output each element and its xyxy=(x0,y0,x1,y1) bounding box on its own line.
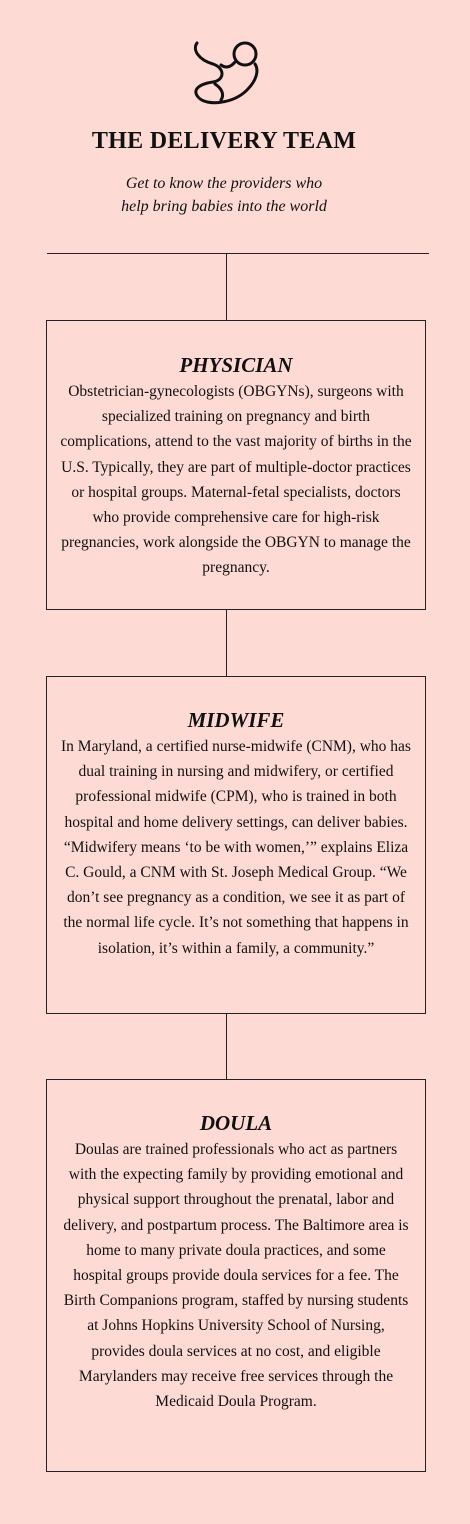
page-subtitle xyxy=(0,172,448,218)
connector-line xyxy=(226,1014,227,1079)
physician-heading: PHYSICIAN xyxy=(179,353,293,377)
divider-line xyxy=(47,253,429,254)
physician-body: Obstetrician-gynecologists (OBGYNs), surgeons with specialized training on pregnancy and birth complications, attend to the vast majority of births in the U.S. Typically, they are part of multiple-doctor practices or hospital groups. Maternal-fetal specialists, doctors who provide comprehensive care for high-risk pregnancies, work alongside the OBGYN to manage the pregnancy. xyxy=(60,383,412,577)
subtitle-line-2: help bring babies into the world xyxy=(121,198,327,215)
physician-card xyxy=(46,320,426,610)
doula-body: Doulas are trained professionals who act as partners with the expecting family by providing emotional and physical support throughout the prenatal, labor and delivery, and postpartum process. The Baltimore area is home to many private doula practices, and some hospital groups provide doula services for a fee. The Birth Companions program, staffed by nursing students at Johns Hopkins University School of Nursing, provides doula services at no cost, and eligible Marylanders may receive free services through the Medicaid Doula Program. xyxy=(63,1141,409,1411)
page-title: THE DELIVERY TEAM xyxy=(91,128,357,154)
doula-card xyxy=(46,1079,426,1472)
baby-fetus-icon xyxy=(185,38,270,108)
midwife-body: In Maryland, a certified nurse-midwife (CNM), who has dual training in nursing and midwifery, or certified professional midwife (CPM), who is trained in both hospital and home delivery settings, can deliver babies. “Midwifery means ‘to be with women,’” explains Eliza C. Gould, a CNM with St. Joseph Medical Group. “We don’t see pregnancy as a condition, we see it as part of the normal life cycle. It’s not something that happens in isolation, it’s within a family, a community.” xyxy=(61,738,411,957)
doula-heading: DOULA xyxy=(199,1111,273,1135)
subtitle-line-1: Get to know the providers who xyxy=(125,175,323,192)
connector-line xyxy=(226,610,227,676)
connector-line xyxy=(226,254,227,320)
midwife-card xyxy=(46,676,426,1014)
midwife-heading: MIDWIFE xyxy=(187,708,285,732)
